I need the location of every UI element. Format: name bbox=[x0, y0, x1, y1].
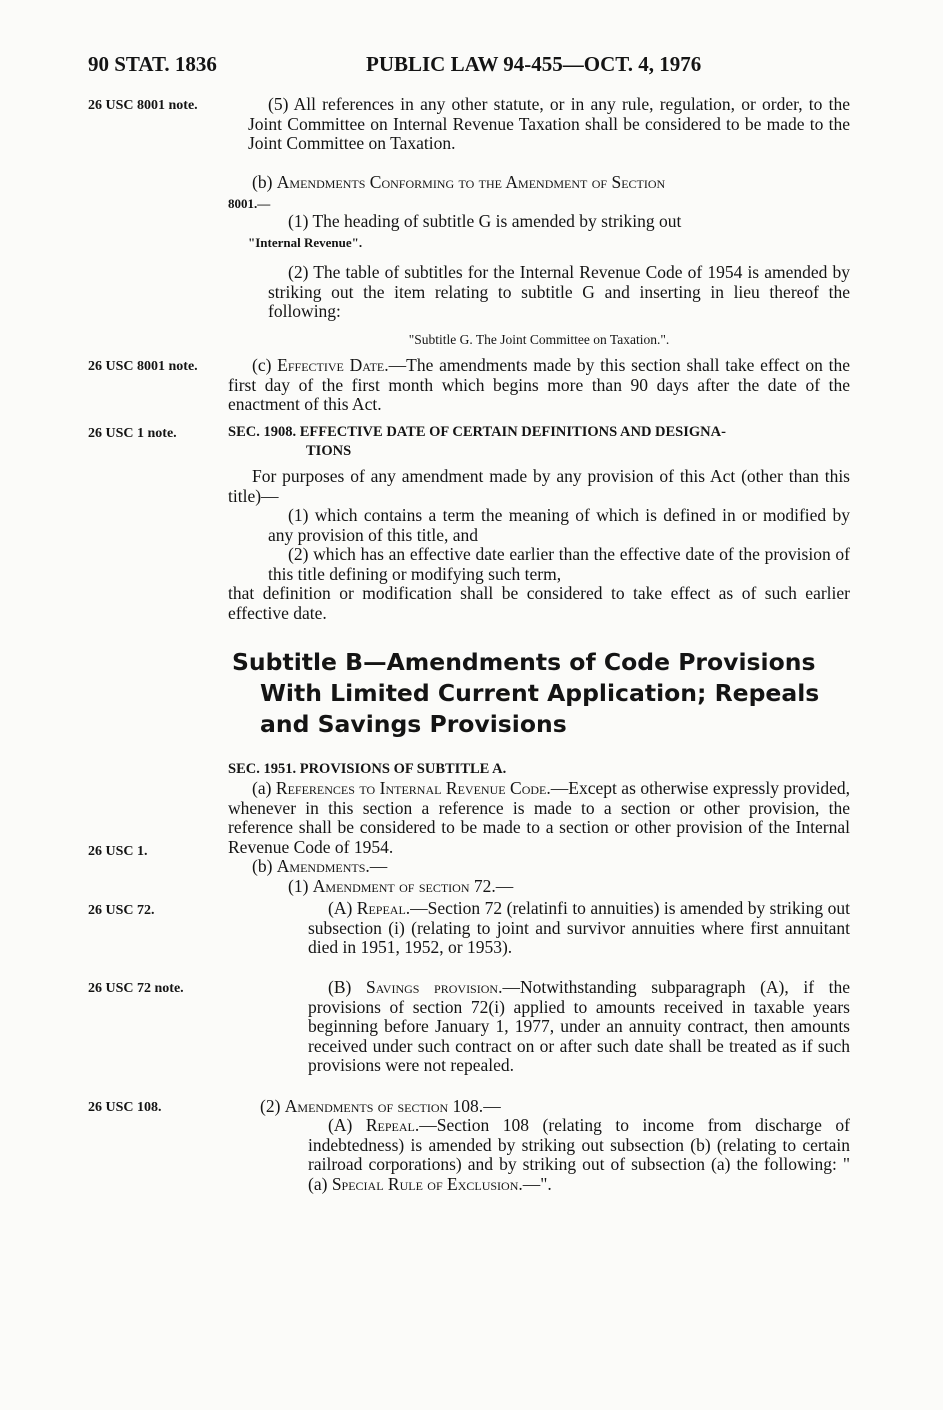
subparagraph-A2-special-rule: Special Rule of Exclusion. bbox=[331, 1173, 523, 1194]
subtitle-b-line2: With Limited Current Application; Repeals bbox=[260, 679, 820, 707]
paragraph-1951-b2 bbox=[228, 1097, 850, 1117]
section-1951-heading: SEC. 1951. PROVISIONS OF SUBTITLE A. bbox=[228, 761, 507, 777]
subsection-c-prefix: (c) bbox=[252, 355, 278, 375]
paragraph-b1 bbox=[248, 211, 850, 252]
subtitle-b-line1: Subtitle B—Amendments of Code Provisions bbox=[232, 648, 816, 676]
public-law-header: PUBLIC LAW 94-455—OCT. 4, 1976 bbox=[366, 52, 702, 76]
subsection-b-section: 8001.— bbox=[228, 195, 271, 211]
subparagraph-B1-text: —Notwithstanding subparagraph (A), if the provisions of section 72(i) applied to amounts received in taxable years beginning before January 1, 1977, under an annuity contract, then amounts received under such contract on or after such date shall be treated as if such provisions were not repealed. bbox=[308, 977, 851, 1075]
paragraph-1951-b2-heading: Amendments of section 108. bbox=[284, 1096, 484, 1116]
paragraph-1951-b1-dash: — bbox=[495, 876, 514, 896]
subparagraph-B1-heading: Savings provision. bbox=[365, 977, 503, 997]
margin-note-usc-72-note: 26 USC 72 note. bbox=[88, 981, 184, 996]
subsection-1951-a-prefix: (a) bbox=[252, 778, 276, 798]
subsection-b-prefix: (b) bbox=[252, 172, 277, 192]
section-1908-item-2: (2) which has an effective date earlier than the effective date of the provision of this title defining or modifying such term, bbox=[268, 544, 850, 584]
section-1908-item-1: (1) which contains a term the meaning of which is defined in or modified by any provision of this title, and bbox=[268, 505, 850, 545]
subparagraph-1951-b1-A bbox=[308, 899, 850, 958]
paragraph-b2: (2) The table of subtitles for the Internal Revenue Code of 1954 is amended by striking out the item relating to subtitle G and inserting in lieu thereof the following: bbox=[268, 262, 850, 321]
subparagraph-1951-b2-A bbox=[308, 1116, 850, 1194]
subparagraph-A1-heading: Repeal. bbox=[356, 898, 411, 918]
margin-note-usc-72: 26 USC 72. bbox=[88, 903, 155, 918]
subparagraph-A1-prefix: (A) bbox=[328, 898, 357, 918]
subparagraph-A2-text-2: —". bbox=[522, 1173, 552, 1194]
subsection-b-title: Amendments Conforming to the Amendment of Section bbox=[276, 172, 666, 192]
paragraph-1951-b1 bbox=[228, 877, 850, 897]
subsection-1951-b-heading: Amendments. bbox=[276, 856, 370, 876]
subsection-1951-b-dash: — bbox=[369, 856, 388, 876]
subtitle-g-insert: "Subtitle G. The Joint Committee on Taxation.". bbox=[408, 332, 670, 347]
paragraph-1951-b2-dash: — bbox=[483, 1096, 501, 1116]
subparagraph-B1-prefix: (B) bbox=[328, 977, 366, 997]
subsection-1951-a-text: —Except as otherwise expressly provided, whenever in this section a reference is made to a section or other provision, the reference shall be considered to be made to a section or other provision of the Internal Revenue Code of 1954. bbox=[228, 778, 850, 857]
section-1908-closing: that definition or modification shall be considered to take effect as of such earlier effective date. bbox=[228, 583, 850, 623]
stat-reference: 90 STAT. 1836 bbox=[88, 52, 217, 76]
subsection-c-text: —The amendments made by this section shall take effect on the first day of the first month which begins more than 90 days after the date of the enactment of this Act. bbox=[228, 355, 850, 414]
margin-note-usc-108: 26 USC 108. bbox=[88, 1100, 162, 1115]
subtitle-b-line3: and Savings Provisions bbox=[260, 710, 567, 738]
subparagraph-A2-text-1: —Section 108 (relating to income from discharge of indebtedness) is amended by striking out subsection (b) (relating to certain railroad corporations) and by striking out of subsection (a) the following: "(a) bbox=[308, 1115, 850, 1194]
subsection-1951-a-heading: References to Internal Revenue Code. bbox=[275, 778, 551, 798]
margin-note-usc-1: 26 USC 1. bbox=[88, 844, 148, 859]
subparagraph-A2-prefix: (A) bbox=[328, 1115, 366, 1135]
section-1908-heading-line2: TIONS bbox=[306, 443, 352, 459]
subsection-1951-a bbox=[228, 779, 850, 857]
subparagraph-A2-heading: Repeal. bbox=[365, 1115, 420, 1135]
subsection-b-heading bbox=[228, 173, 850, 213]
paragraph-1951-b2-prefix: (2) bbox=[260, 1096, 285, 1116]
margin-note-usc-8001-2: 26 USC 8001 note. bbox=[88, 359, 198, 374]
paragraph-1951-b1-prefix: (1) bbox=[288, 876, 313, 896]
margin-note-usc-1-note: 26 USC 1 note. bbox=[88, 426, 177, 441]
subtitle-b-heading bbox=[232, 647, 872, 740]
paragraph-b1-text: (1) The heading of subtitle G is amended by striking out bbox=[288, 211, 682, 231]
subsection-c bbox=[228, 356, 850, 415]
section-1908-heading-line1: SEC. 1908. EFFECTIVE DATE OF CERTAIN DEFINITIONS AND DESIGNA- bbox=[228, 424, 726, 440]
subparagraph-1951-b1-B bbox=[308, 978, 850, 1076]
subsection-1951-b bbox=[228, 857, 850, 877]
paragraph-5: (5) All references in any other statute, or in any rule, regulation, or order, to the Joint Committee on Internal Revenue Taxation shall be considered to be made to the Joint Committee on Taxation. bbox=[248, 94, 850, 153]
subsection-1951-b-prefix: (b) bbox=[252, 856, 277, 876]
paragraph-1951-b1-heading: Amendment of section 72. bbox=[312, 876, 496, 896]
margin-note-usc-8001: 26 USC 8001 note. bbox=[88, 98, 198, 113]
section-1908-intro: For purposes of any amendment made by any provision of this Act (other than this title)— bbox=[228, 466, 850, 506]
section-1908-heading bbox=[228, 423, 850, 461]
subsection-c-heading: Effective Date. bbox=[277, 355, 389, 375]
paragraph-b1-quote: "Internal Revenue". bbox=[248, 234, 363, 250]
subparagraph-A1-text: —Section 72 (relatinfi to annuities) is amended by striking out subsection (i) (relating to joint and survivor annuities where first annuitant died in 1951, 1952, or 1953). bbox=[308, 898, 850, 957]
